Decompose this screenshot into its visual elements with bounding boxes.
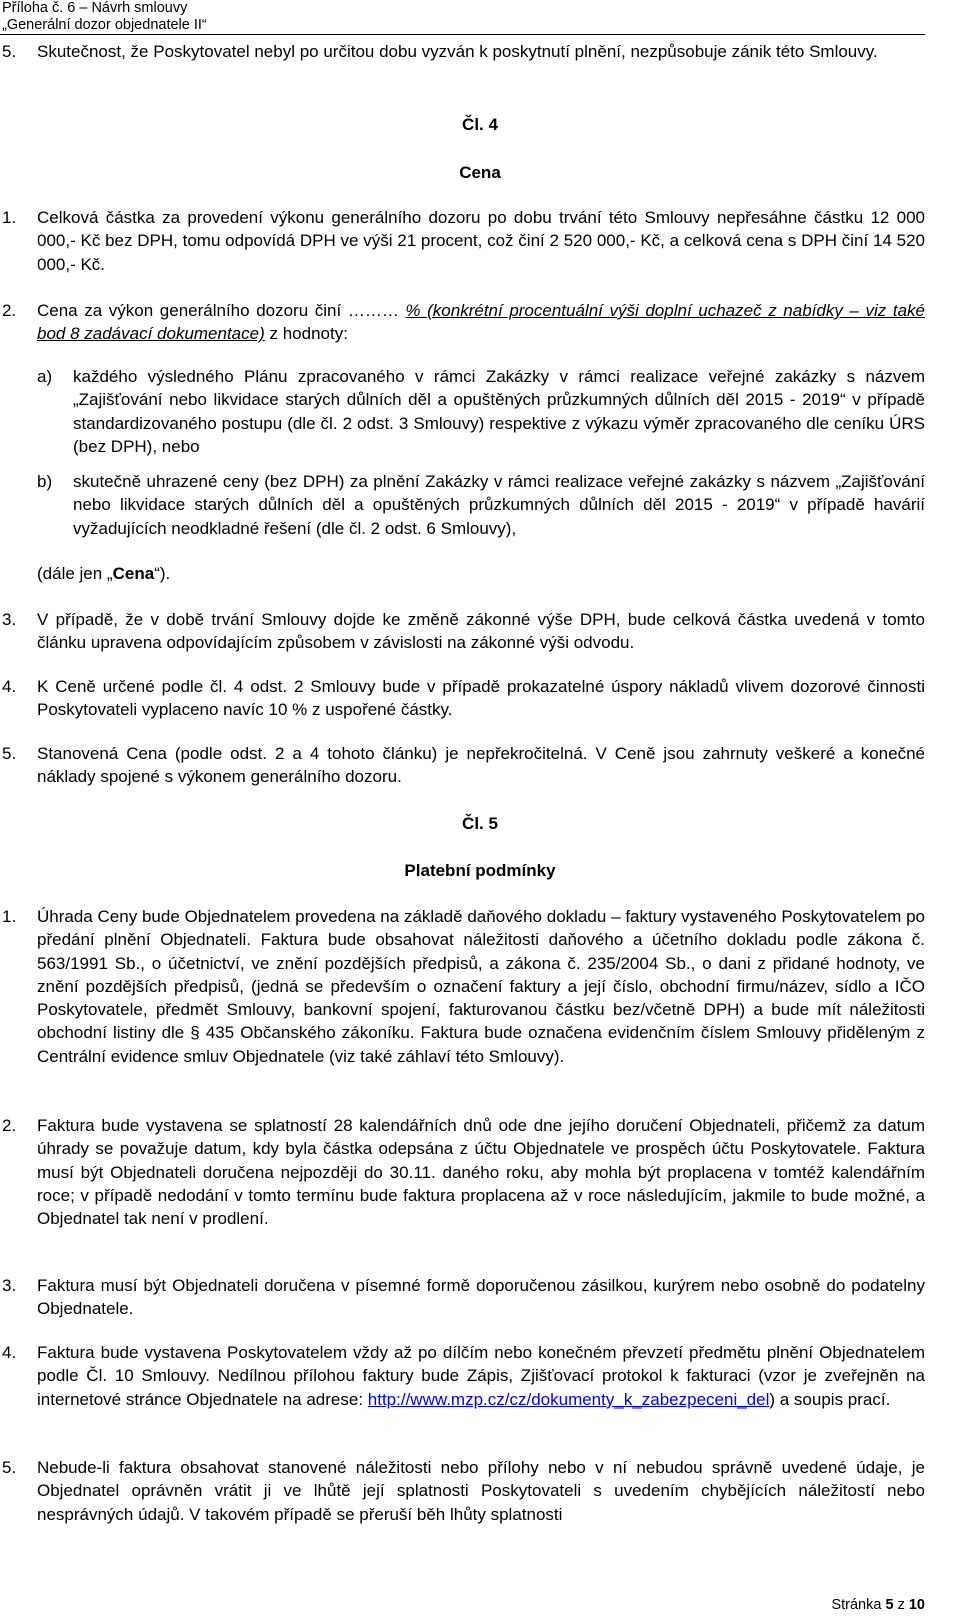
clause-text: Celková částka za provedení výkonu generálního dozoru po dobu trvání této Smlouvy nepřesáhne částku 12 000 000,- Kč bez DPH, tomu odpovídá DPH ve výši 21 procent, což činí 2 520 000,- Kč, a celková cena s DPH činí 14 520 000,- Kč. bbox=[37, 208, 925, 274]
footer-label: Stránka bbox=[831, 1597, 886, 1613]
clause-number: 5. bbox=[2, 1458, 17, 1477]
clause-text: Nebude-li faktura obsahovat stanovené náležitosti nebo přílohy nebo v ní nebudou správně uvedené údaje, je Objednatel oprávněn vrátit ji ve lhůtě její splatnosti Poskytovateli s uvedením chybějících náležitostí nebo nesprávných údajů. V takovém případě se přeruší běh lhůty splatnosti bbox=[37, 1458, 925, 1524]
clause-number: 1. bbox=[2, 907, 17, 926]
clause-number: 3. bbox=[2, 1276, 17, 1295]
sub-letter: b) bbox=[37, 472, 53, 491]
clause-text: Faktura musí být Objednateli doručena v písemné formě doporučenou zásilkou, kurýrem nebo osobně do podatelny Objednatele. bbox=[37, 1276, 925, 1319]
clause-text: V případě, že v době trvání Smlouvy dojde ke změně zákonné výše DPH, bude celková částka uvedená v tomto článku upravena odpovídajícím způsobem v závislosti na zákonné výši odvodu. bbox=[37, 610, 925, 653]
sub-letter: a) bbox=[37, 367, 53, 386]
definition-prefix: (dále jen „ bbox=[37, 564, 113, 583]
clause-number: 2. bbox=[2, 1116, 17, 1135]
clause-text bbox=[37, 299, 925, 346]
footer-total-pages: 10 bbox=[908, 1597, 925, 1613]
article-5-number: Čl. 5 bbox=[462, 814, 498, 833]
page-header bbox=[2, 0, 207, 33]
article-5-title: Platební podmínky bbox=[404, 861, 556, 880]
page-footer bbox=[831, 1597, 925, 1613]
footer-of: z bbox=[893, 1597, 909, 1613]
sub-text: skutečně uhrazené ceny (bez DPH) za plnění Zakázky v rámci realizace veřejné zakázky s názvem „Zajišťování nebo likvidace starých důlních děl a opuštěných průzkumných důlních děl 2015 - 2019“ v případě havárií vyžadujících neodkladné řešení (dle čl. 2 odst. 6 Smlouvy), bbox=[73, 472, 925, 538]
sub-text: každého výsledného Plánu zpracovaného v rámci Zakázky v rámci realizace veřejné zakázky s názvem „Zajišťování nebo likvidace starých důlních děl a opuštěných průzkumných důlních děl 2015 - 2019“ v případě standardizovaného postupu (dle čl. 2 odst. 3 Smlouvy) respektive z výkazu výměr zpracovaného dle ceníku ÚRS (bez DPH), nebo bbox=[73, 367, 925, 456]
header-line-2: „Generální dozor objednatele II“ bbox=[2, 16, 207, 33]
clause-text: Stanovená Cena (podle odst. 2 a 4 tohoto článku) je nepřekročitelná. V Ceně jsou zahrnuty veškeré a konečné náklady spojené s výkonem generálního dozoru. bbox=[37, 744, 925, 787]
clause-text-b: ) a soupis prací. bbox=[769, 1389, 891, 1409]
clause-number: 5. bbox=[2, 42, 17, 61]
clause-text: Faktura bude vystavena se splatností 28 kalendářních dnů ode dne jejího doručení Objednateli, přičemž za datum úhrady se považuje datum, kdy byla částka odepsána z účtu Objednatele ve prospěch účtu Poskytovatele. Faktura musí být Objednateli doručena nejpozději do 30.11. daného roku, aby mohla být proplacena v tomtéž kalendářním roce; v případě nedodání v tomto termínu bude faktura proplacena až v roce následujícím, jakmile to bude možné, a Objednatel tak není v prodlení. bbox=[37, 1116, 925, 1229]
clause-number: 5. bbox=[2, 744, 17, 763]
clause-text-a: Cena za výkon generálního dozoru činí ……… bbox=[37, 301, 406, 320]
clause-number: 1. bbox=[2, 208, 17, 227]
clause-text-a: Faktura bude vystavena Poskytovatelem vždy až po dílčím nebo konečném převzetí předmětu plnění Objednatelem podle Čl. 10 Smlouvy. Nedílnou přílohou faktury bude Zápis, Zjišťovací protokol k fakturaci (vzor je zveřejněn na internetové stránce Objednatele na adrese: bbox=[37, 1343, 925, 1409]
article-4-title: Cena bbox=[459, 163, 501, 182]
clause-instruction: % (konkrétní procentuální výši doplní uchazeč z nabídky – viz také bod 8 zadávací dokumentace) bbox=[37, 301, 925, 344]
clause-text: Úhrada Ceny bude Objednatelem provedena na základě daňového dokladu – faktury vystaveného Poskytovatelem po předání plnění Objednateli. Faktura bude obsahovat náležitosti daňového a účetního dokladu podle zákona č. 563/1991 Sb., o účetnictví, ve znění pozdějších předpisů, a zákona č. 235/2004 Sb., o dani z přidané hodnoty, ve znění pozdějších předpisů, (jedná se především o označení faktury a její číslo, obchodní firmu/název, sídlo a IČO Poskytovatele, předmět Smlouvy, bankovní spojení, fakturovanou částku bez/včetně DPH) a bude mít náležitosti obchodní listiny dle § 435 Občanského zákoníku. Faktura bude označena evidenčním číslem Smlouvy přiděleným z Centrální evidence smluv Objednatele (viz také záhlaví této Smlouvy). bbox=[37, 907, 925, 1066]
definition-text bbox=[37, 562, 925, 585]
article-4-number: Čl. 4 bbox=[462, 115, 498, 134]
clause-number: 4. bbox=[2, 1343, 17, 1362]
header-rule bbox=[0, 34, 925, 35]
clause-text bbox=[37, 1341, 925, 1411]
header-line-1: Příloha č. 6 – Návrh smlouvy bbox=[2, 0, 188, 16]
footer-page-number: 5 bbox=[885, 1597, 894, 1613]
clause-text: Skutečnost, že Poskytovatel nebyl po určitou dobu vyzván k poskytnutí plnění, nezpůsobuje zánik této Smlouvy. bbox=[37, 42, 878, 61]
clause-number: 3. bbox=[2, 610, 17, 629]
mzp-link[interactable]: http://www.mzp.cz/cz/dokumenty_k_zabezpeceni_del bbox=[367, 1389, 770, 1409]
definition-suffix: “). bbox=[154, 564, 171, 583]
clause-number: 2. bbox=[2, 301, 17, 320]
clause-text: K Ceně určené podle čl. 4 odst. 2 Smlouvy bude v případě prokazatelné úspory nákladů vlivem dozorové činnosti Poskytovateli vyplaceno navíc 10 % z uspořené částky. bbox=[37, 677, 925, 720]
clause-number: 4. bbox=[2, 677, 17, 696]
definition-term: Cena bbox=[112, 564, 155, 583]
clause-text-c: z hodnoty: bbox=[264, 324, 348, 344]
